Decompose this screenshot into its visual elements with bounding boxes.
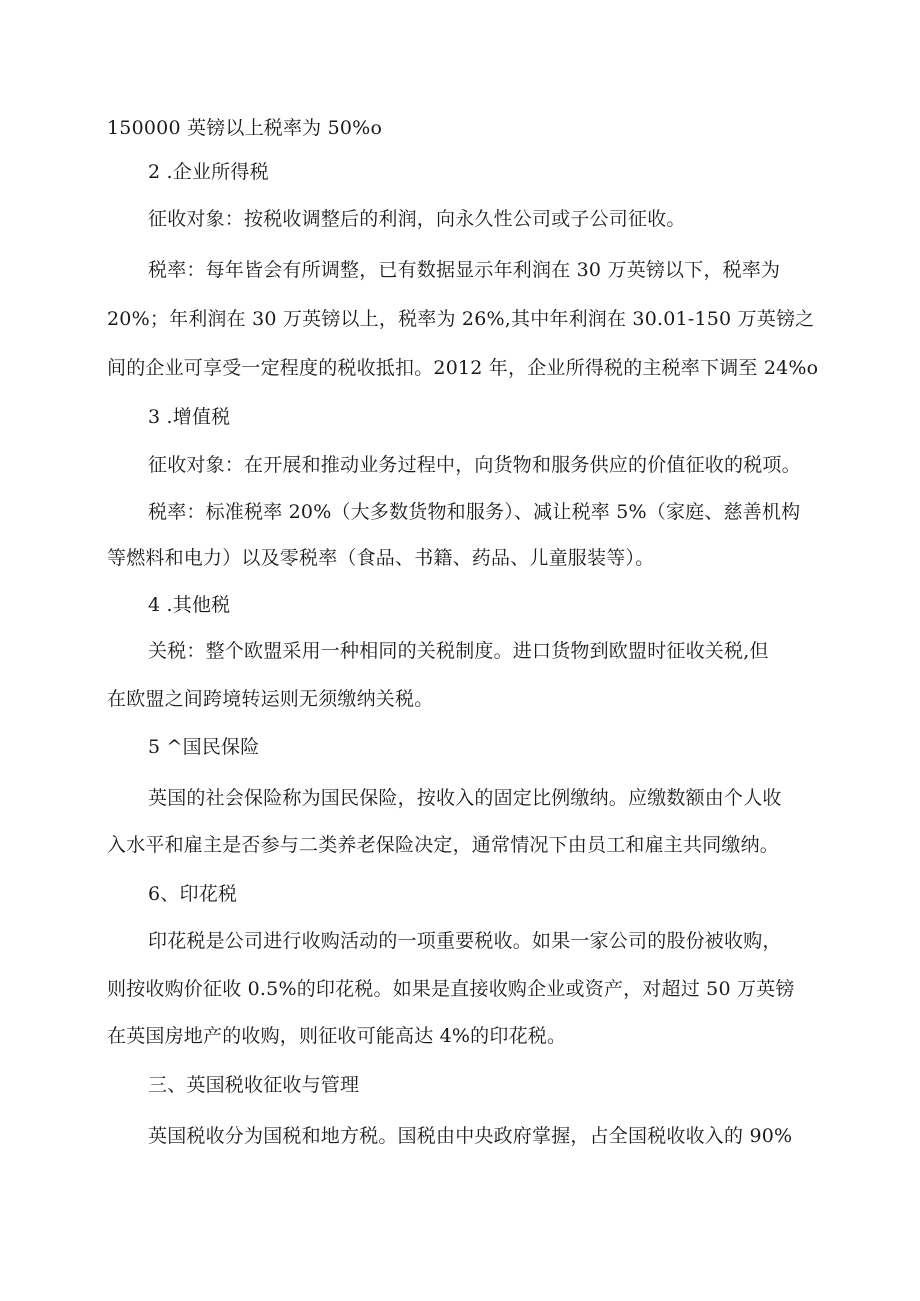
paragraph-line: 等燃料和电力）以及零税率（食品、书籍、药品、儿童服装等）。: [107, 547, 655, 569]
paragraph-line: 英国的社会保险称为国民保险，按收入的固定比例缴纳。应缴数额由个人收: [148, 787, 782, 809]
paragraph-line: 在欧盟之间跨境转运则无须缴纳关税。: [107, 688, 434, 710]
paragraph-line: 关税：整个欧盟采用一种相同的关税制度。进口货物到欧盟时征收关税,但: [148, 640, 769, 662]
paragraph-line: 税率：每年皆会有所调整，已有数据显示年利润在 30 万英镑以下，税率为: [148, 259, 781, 281]
paragraph-line: 20%；年利润在 30 万英镑以上，税率为 26%,其中年利润在 30.01-150 万英镑之: [107, 308, 815, 330]
section-heading-corporate-tax: 2 .企业所得税: [148, 161, 269, 183]
section-heading-national-insurance: 5 ^国民保险: [148, 736, 260, 758]
paragraph-line: 印花税是公司进行收购活动的一项重要税收。如果一家公司的股份被收购，: [148, 930, 782, 952]
section-heading-vat: 3 .增值税: [148, 406, 231, 428]
paragraph-line: 150000 英镑以上税率为 50%o: [107, 117, 383, 139]
paragraph-line: 征收对象：按税收调整后的利润，向永久性公司或子公司征收。: [148, 208, 686, 230]
section-heading-other-tax: 4 .其他税: [148, 594, 231, 616]
paragraph-line: 间的企业可享受一定程度的税收抵扣。2012 年，企业所得税的主税率下调至 24%o: [107, 357, 819, 379]
paragraph-line: 入水平和雇主是否参与二类养老保险决定，通常情况下由员工和雇主共同缴纳。: [107, 834, 780, 856]
section-heading-stamp-duty: 6、印花税: [148, 883, 238, 905]
paragraph-line: 英国税收分为国税和地方税。国税由中央政府掌握，占全国税收收入的 90%: [148, 1125, 793, 1147]
paragraph-line: 在英国房地产的收购，则征收可能高达 4%的印花税。: [107, 1025, 567, 1047]
paragraph-line: 则按收购价征收 0.5%的印花税。如果是直接收购企业或资产，对超过 50 万英镑: [107, 978, 795, 1000]
paragraph-line: 征收对象：在开展和推动业务过程中，向货物和服务供应的价值征收的税项。: [148, 454, 801, 476]
chapter-heading-tax-administration: 三、英国税收征收与管理: [148, 1074, 360, 1096]
paragraph-line: 税率：标准税率 20%（大多数货物和服务）、减让税率 5%（家庭、慈善机构: [148, 501, 801, 523]
